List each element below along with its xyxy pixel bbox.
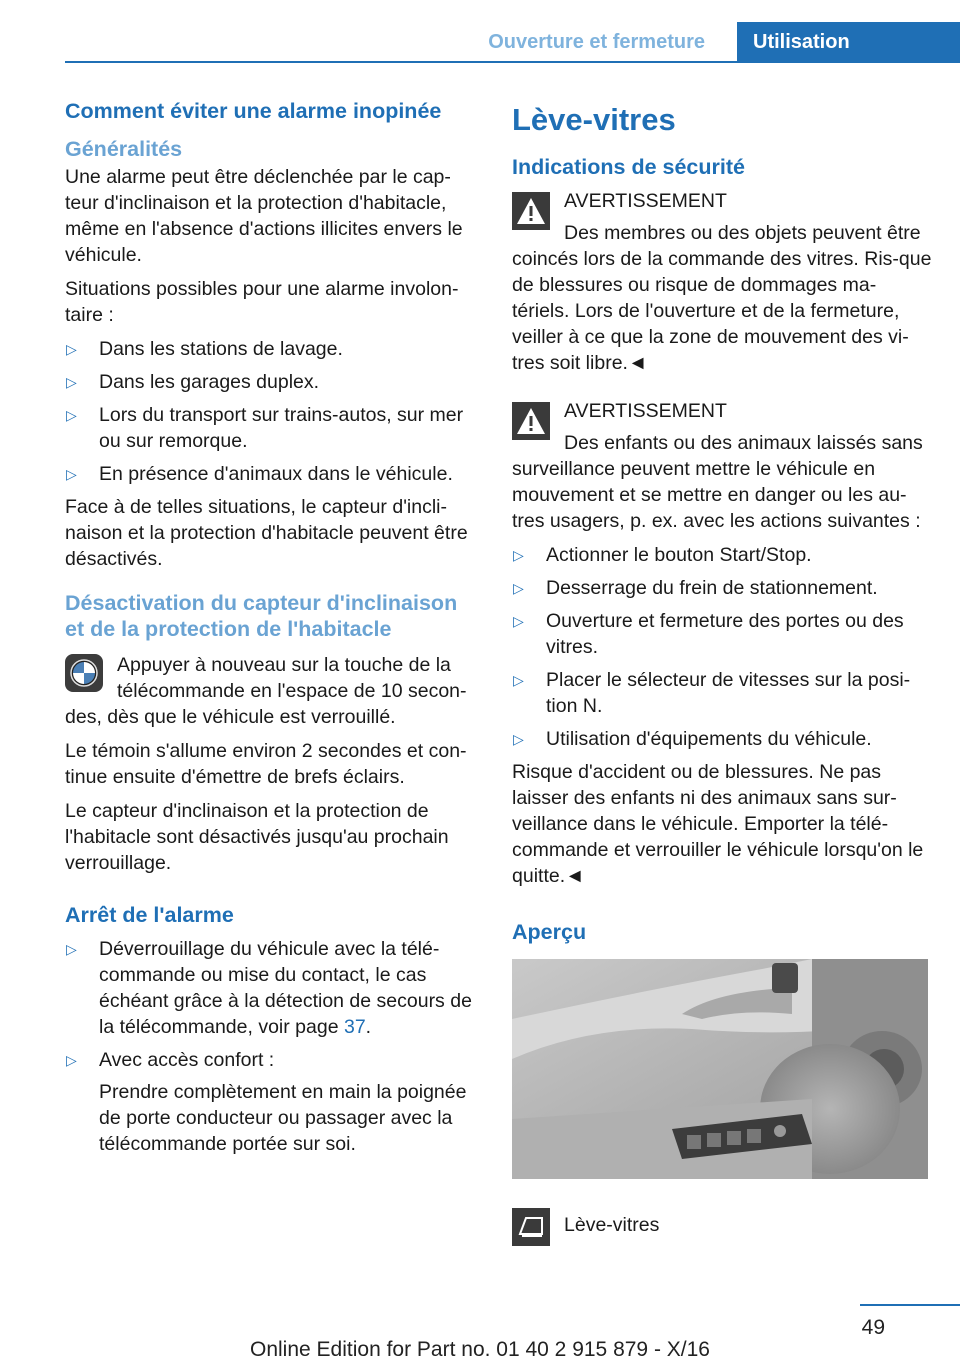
- general-paragraph-2: Situations possibles pour une alarme involon-taire :: [65, 278, 459, 326]
- general-paragraph-1: Une alarme peut être déclenchée par le cap-teur d'inclinaison et la protection d'habitacle, même en l'absence d'actions illicites envers le véhicule.: [65, 166, 463, 266]
- list-item-subtext: Prendre complètement en main la poignée de porte conducteur ou passager avec la télécommande portée sur soi.: [99, 1081, 467, 1155]
- bullet-triangle-icon: ▷: [66, 374, 77, 390]
- right-column: [512, 98, 932, 1252]
- bullet-triangle-icon: ▷: [513, 547, 524, 563]
- list-item: ▷ Dans les garages duplex.: [66, 371, 320, 393]
- left-column: [65, 98, 480, 1164]
- header-chapter-tab: Utilisation: [737, 22, 960, 63]
- header-section-title: Ouverture et fermeture: [488, 31, 705, 53]
- deactivation-paragraph-1: Appuyer à nouveau sur la touche de la télécommande en l'espace de 10 secon-des, dès que le véhicule est verrouillé.: [65, 654, 467, 728]
- stop-alarm-list: [65, 936, 480, 1157]
- bullet-triangle-icon: ▷: [513, 731, 524, 747]
- bullet-triangle-icon: ▷: [66, 407, 77, 423]
- bullet-triangle-icon: ▷: [513, 580, 524, 596]
- deactivation-paragraph-3: Le capteur d'inclinaison et la protection de l'habitacle sont désactivés jusqu'au prochain verrouillage.: [65, 800, 449, 874]
- bullet-triangle-icon: ▷: [66, 466, 77, 482]
- bullet-triangle-icon: ▷: [513, 672, 524, 688]
- warning-text: Des enfants ou des animaux laissés sans surveillance peuvent mettre le véhicule en mouvement et se mettre en danger ou les au-tres usagers, p. ex. avec les actions suivantes :: [512, 432, 923, 532]
- window-lift-icon: [512, 1208, 550, 1246]
- header-rule: [65, 61, 960, 63]
- warning-conclusion: Risque d'accident ou de blessures. Ne pas laisser des enfants ni des animaux sans sur-veillance dans le véhicule. Emporter la télé-commande et verrouiller le véhicule lorsqu'on le quitte.◄: [512, 761, 924, 887]
- warning-text: Des membres ou des objets peuvent être coincés lors de la commande des vitres. Ris-que de blessures ou risque de dommages ma-tériels. Lors de l'ouverture et de la fermeture, veiller à ce que la zone de mouvement des vi-tres soit libre.◄: [512, 222, 932, 374]
- list-item: ▷ Ouverture et fermeture des portes ou des vitres.: [513, 610, 904, 658]
- list-item: ▷ Placer le sélecteur de vitesses sur la posi-tion N.: [513, 669, 911, 717]
- bullet-triangle-icon: ▷: [66, 341, 77, 357]
- bullet-triangle-icon: ▷: [513, 613, 524, 629]
- alarm-avoid-title: Comment éviter une alarme inopinée: [65, 99, 442, 123]
- list-item: ▷ Dans les stations de lavage.: [66, 338, 343, 360]
- list-item: ▷ Utilisation d'équipements du véhicule.: [513, 728, 872, 750]
- door-panel-photo: [512, 959, 928, 1179]
- bullet-triangle-icon: ▷: [66, 941, 77, 957]
- warning-icon: [512, 402, 550, 440]
- deactivation-paragraph-2: Le témoin s'allume environ 2 secondes et con-tinue ensuite d'émettre de brefs éclairs.: [65, 740, 467, 788]
- general-paragraph-3: Face à de telles situations, le capteur d'incli-naison et la protection d'habitacle peuvent être désactivés.: [65, 496, 468, 570]
- list-item: ▷ Lors du transport sur trains-autos, sur mer ou sur remorque.: [66, 404, 464, 452]
- deactivation-heading: Désactivation du capteur d'inclinaison et de la protection de l'habitacle: [65, 591, 458, 641]
- image-caption: Lève-vitres: [564, 1214, 660, 1236]
- list-item: ▷ Avec accès confort : Prendre complètement en main la poignée de porte conducteur ou passager avec la télécommande portée sur soi.: [65, 1047, 480, 1157]
- warning-icon: [512, 192, 550, 230]
- warning-label: AVERTISSEMENT: [564, 190, 727, 212]
- situations-list: [65, 336, 480, 487]
- list-item: ▷ Actionner le bouton Start/Stop.: [513, 544, 812, 566]
- list-item: ▷ Déverrouillage du véhicule avec la télé-commande ou mise du contact, le cas échéant grâce à la détection de secours de la télécommande, voir page 37.: [66, 938, 472, 1038]
- edition-note: Online Edition for Part no. 01 40 2 915 879 - X/16: [250, 1338, 710, 1361]
- general-heading: Généralités: [65, 137, 183, 161]
- overview-heading: Aperçu: [512, 920, 587, 944]
- bullet-triangle-icon: ▷: [66, 1052, 77, 1068]
- actions-list: [512, 542, 932, 752]
- window-lifts-title: Lève-vitres: [512, 102, 676, 137]
- page-number: 49: [861, 1316, 885, 1339]
- list-item: ▷ Desserrage du frein de stationnement.: [513, 577, 878, 599]
- footer-rule: [860, 1304, 960, 1306]
- stop-alarm-heading: Arrêt de l'alarme: [65, 903, 234, 927]
- warning-label: AVERTISSEMENT: [564, 400, 727, 422]
- list-item: ▷ En présence d'animaux dans le véhicule.: [66, 463, 453, 485]
- page-link[interactable]: 37: [343, 1016, 366, 1038]
- remote-key-icon: [65, 654, 103, 692]
- safety-heading: Indications de sécurité: [512, 155, 745, 179]
